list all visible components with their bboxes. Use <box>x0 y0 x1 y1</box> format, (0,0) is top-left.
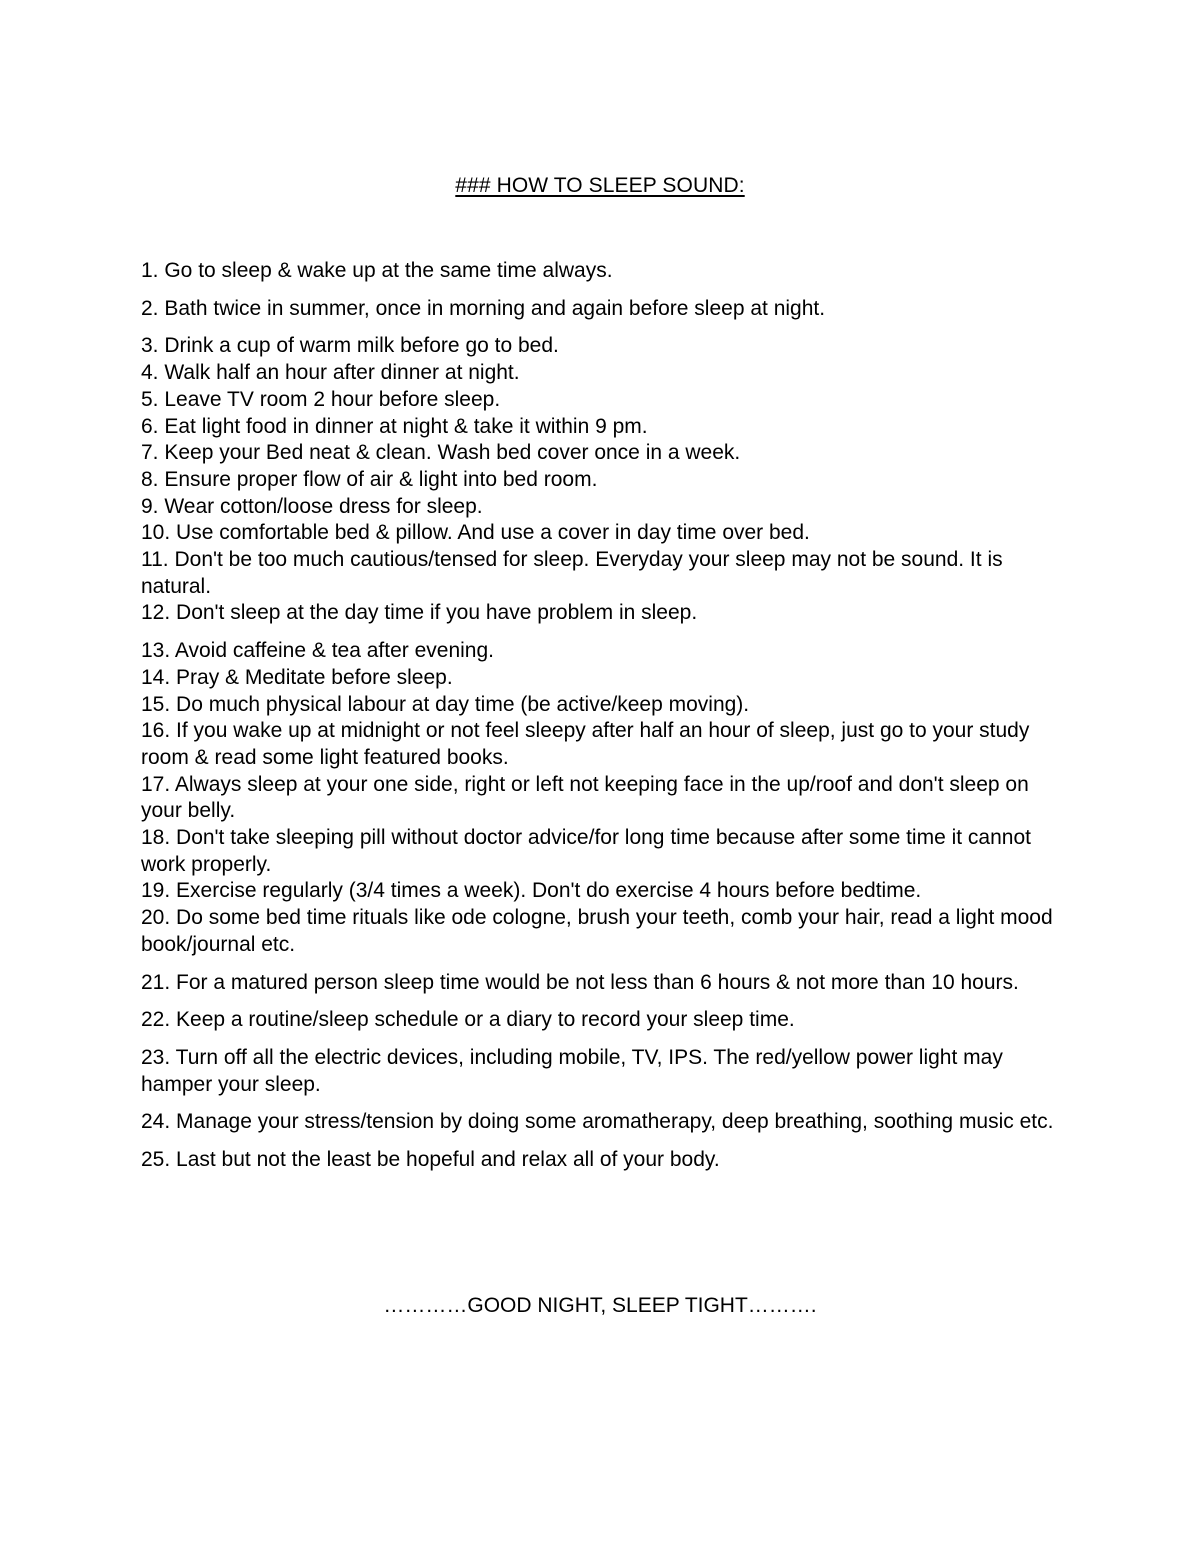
list-item: 18. Don't take sleeping pill without doctor advice/for long time because after some time it cannot work properly. <box>141 826 1031 876</box>
page-title: ### HOW TO SLEEP SOUND: <box>455 174 745 197</box>
list-item: 24. Manage your stress/tension by doing some aromatherapy, deep breathing, soothing music etc. <box>141 1110 1054 1134</box>
list-item: 17. Always sleep at your one side, right or left not keeping face in the up/roof and don't sleep on your belly. <box>141 772 1029 823</box>
list-item: 5. Leave TV room 2 hour before sleep. <box>141 387 501 411</box>
list-item: 16. If you wake up at midnight or not feel sleepy after half an hour of sleep, just go to your study room & read some light featured books. <box>141 719 1030 769</box>
list-item: 19. Exercise regularly (3/4 times a week). Don't do exercise 4 hours before bedtime. <box>141 879 922 903</box>
list-item: 20. Do some bed time rituals like ode cologne, brush your teeth, comb your hair, read a light mood book/journal etc. <box>141 906 1053 956</box>
list-item: 6. Eat light food in dinner at night & take it within 9 pm. <box>141 414 648 438</box>
list-item: 22. Keep a routine/sleep schedule or a diary to record your sleep time. <box>141 1008 795 1032</box>
list-item: 14. Pray & Meditate before sleep. <box>141 665 453 689</box>
list-item: 9. Wear cotton/loose dress for sleep. <box>141 494 483 518</box>
list-item: 12. Don't sleep at the day time if you have problem in sleep. <box>141 601 698 625</box>
list-item: 11. Don't be too much cautious/tensed for sleep. Everyday your sleep may not be sound. It is natural. <box>141 548 1003 598</box>
tips-list <box>141 258 1061 1174</box>
list-item: 21. For a matured person sleep time would be not less than 6 hours & not more than 10 hours. <box>141 970 1019 994</box>
list-item: 7. Keep your Bed neat & clean. Wash bed cover once in a week. <box>141 441 741 465</box>
list-item: 1. Go to sleep & wake up at the same time always. <box>141 259 613 282</box>
list-item: 2. Bath twice in summer, once in morning and again before sleep at night. <box>141 296 826 320</box>
list-item: 4. Walk half an hour after dinner at night. <box>141 361 520 385</box>
list-item: 23. Turn off all the electric devices, including mobile, TV, IPS. The red/yellow power light may hamper your sleep. <box>141 1045 1003 1096</box>
list-item: 8. Ensure proper flow of air & light into bed room. <box>141 467 598 491</box>
list-item: 15. Do much physical labour at day time (be active/keep moving). <box>141 692 750 716</box>
list-item: 3. Drink a cup of warm milk before go to bed. <box>141 334 559 358</box>
closing-line: …………GOOD NIGHT, SLEEP TIGHT………. <box>383 1294 817 1317</box>
list-item: 25. Last but not the least be hopeful and relax all of your body. <box>141 1148 720 1172</box>
list-item: 10. Use comfortable bed & pillow. And use a cover in day time over bed. <box>141 521 810 545</box>
list-item: 13. Avoid caffeine & tea after evening. <box>141 639 494 663</box>
